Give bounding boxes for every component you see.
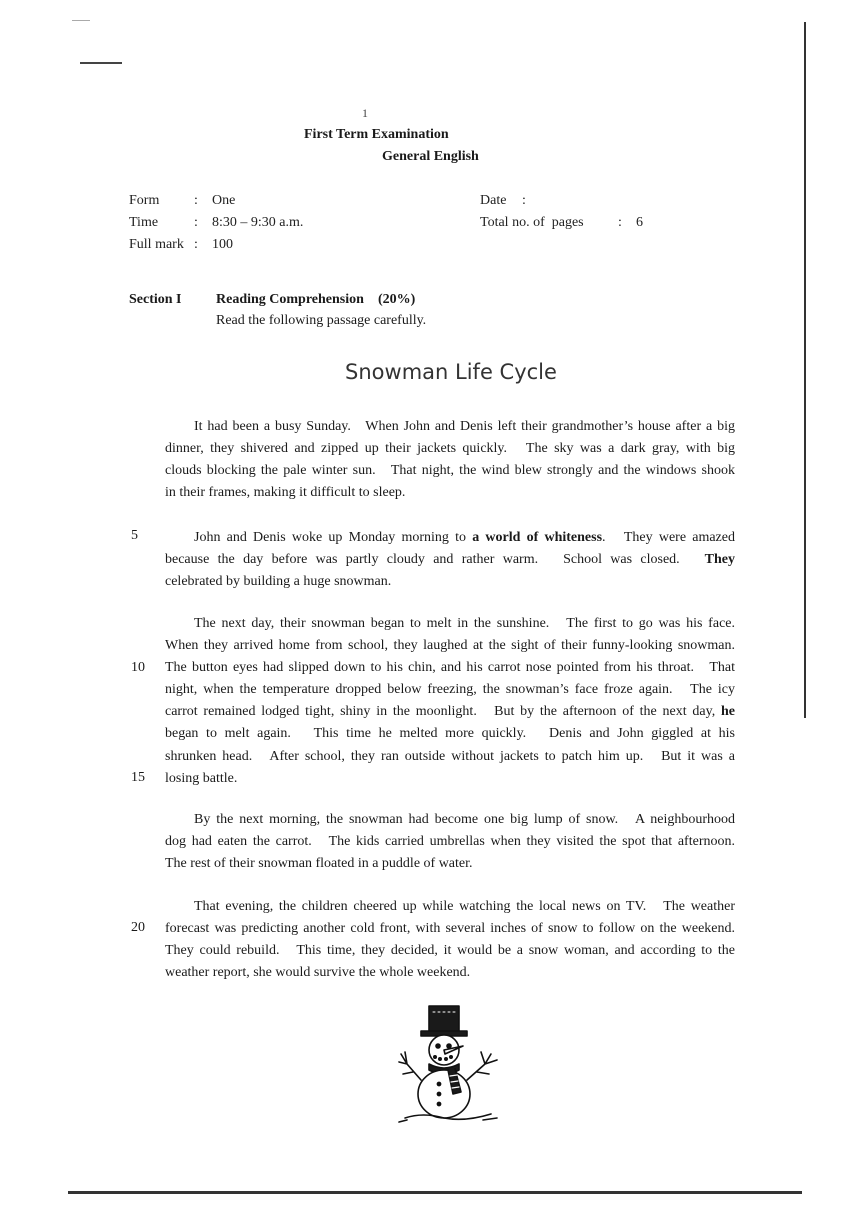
p3-line-4: night, when the temperature dropped below freezing, the snowman’s face froze again. The icy <box>165 682 735 698</box>
full-mark-label: Full mark <box>129 237 184 252</box>
p1-line-3: clouds blocking the pale winter sun. That night, the wind blew strongly and the windows shook <box>165 463 735 479</box>
p3-l5-text: carrot remained lodged tight, shiny in the moonlight. But by the afternoon of the next day, <box>165 704 721 720</box>
total-pages-sep: : <box>618 215 622 230</box>
p3-line-3: The button eyes had slipped down to his chin, and his carrot nose pointed from his throat. That <box>165 660 735 676</box>
p1-line-4: in their frames, making it difficult to sleep. <box>165 485 406 501</box>
p4-line-1: By the next morning, the snowman had become one big lump of snow. A neighbourhood <box>194 812 735 827</box>
p3-line-6: began to melt again. This time he melted more quickly. Denis and John giggled at his <box>165 726 735 742</box>
total-pages-label: Total no. of pages <box>480 215 584 230</box>
section-instruction: Read the following passage carefully. <box>216 313 427 328</box>
line-number-5: 5 <box>131 528 138 543</box>
date-sep: : <box>522 193 526 208</box>
paragraph-2 <box>165 527 735 593</box>
full-mark-row <box>129 237 233 253</box>
full-mark-sep: : <box>194 237 198 252</box>
p1-line-2: dinner, they shivered and zipped up their jackets quickly. The sky was a dark gray, with big <box>165 441 735 457</box>
p2-l2-bold: They <box>704 552 735 568</box>
section-title: Reading Comprehension <box>216 292 364 307</box>
form-row <box>129 193 235 209</box>
exam-title: First Term Examination <box>304 127 449 142</box>
exam-subject: General English <box>382 149 479 164</box>
p3-line-8: losing battle. <box>165 770 238 786</box>
paragraph-3 <box>165 613 735 790</box>
p5-line-4: weather report, she would survive the whole weekend. <box>165 965 471 981</box>
p3-line-5 <box>165 701 735 723</box>
form-sep: : <box>194 193 198 208</box>
p4-line-3: The rest of their snowman floated in a puddle of water. <box>165 856 473 872</box>
section-title-row <box>216 292 415 308</box>
p3-line-1: The next day, their snowman began to melt in the sunshine. The first to go was his face. <box>194 616 735 631</box>
section-weight: (20%) <box>377 292 416 307</box>
p2-l2-text: because the day before was partly cloudy and rather warm. School was closed. <box>165 552 705 568</box>
time-value: 8:30 – 9:30 a.m. <box>212 215 304 230</box>
p2-l1-bold: a world of whiteness <box>472 530 603 545</box>
page-marker: 1 <box>362 106 368 120</box>
p2-line-3: celebrated by building a huge snowman. <box>165 574 392 590</box>
p2-line-2 <box>165 549 735 571</box>
p3-l5-bold: he <box>721 704 735 720</box>
p5-line-1: That evening, the children cheered up while watching the local news on TV. The weather <box>194 899 735 914</box>
paragraph-4 <box>165 809 735 875</box>
scan-border-bottom <box>68 1191 802 1194</box>
total-pages-row <box>480 215 643 231</box>
line-number-10: 10 <box>131 660 145 675</box>
p4-line-2: dog had eaten the carrot. The kids carried umbrellas when they visited the spot that afternoon. <box>165 834 735 850</box>
form-label: Form <box>129 193 160 208</box>
p1-line-1: It had been a busy Sunday. When John and Denis left their grandmother’s house after a big <box>194 419 735 434</box>
time-label: Time <box>129 215 159 230</box>
paragraph-1 <box>165 416 735 504</box>
section-label: Section I <box>129 292 182 307</box>
p3-line-2: When they arrived home from school, they laughed at the sight of their funny-looking snowman. <box>165 638 735 654</box>
p2-l1-text: John and Denis woke up Monday morning to <box>194 530 473 545</box>
scan-mark-top-left <box>72 20 90 21</box>
line-number-15: 15 <box>131 770 145 785</box>
p2-l1-post: . They were amazed <box>602 530 735 545</box>
p2-line-1 <box>165 527 735 549</box>
story-title: Snowman Life Cycle <box>345 360 557 384</box>
p5-line-3: They could rebuild. This time, they decided, it would be a snow woman, and according to the <box>165 943 735 959</box>
total-pages-value: 6 <box>636 215 643 230</box>
date-label: Date <box>480 193 507 208</box>
line-number-20: 20 <box>131 920 145 935</box>
p3-line-7: shrunken head. After school, they ran outside without jackets to patch him up. But it was a <box>165 748 735 764</box>
snowman-icon <box>393 1002 511 1126</box>
form-value: One <box>212 193 236 208</box>
time-row <box>129 215 303 231</box>
p5-line-2: forecast was predicting another cold front, with several inches of snow to follow on the weekend. <box>165 921 735 937</box>
date-row <box>480 193 526 209</box>
scan-mark-left <box>80 62 122 64</box>
paragraph-5 <box>165 896 735 984</box>
time-sep: : <box>194 215 198 230</box>
full-mark-value: 100 <box>212 237 233 252</box>
